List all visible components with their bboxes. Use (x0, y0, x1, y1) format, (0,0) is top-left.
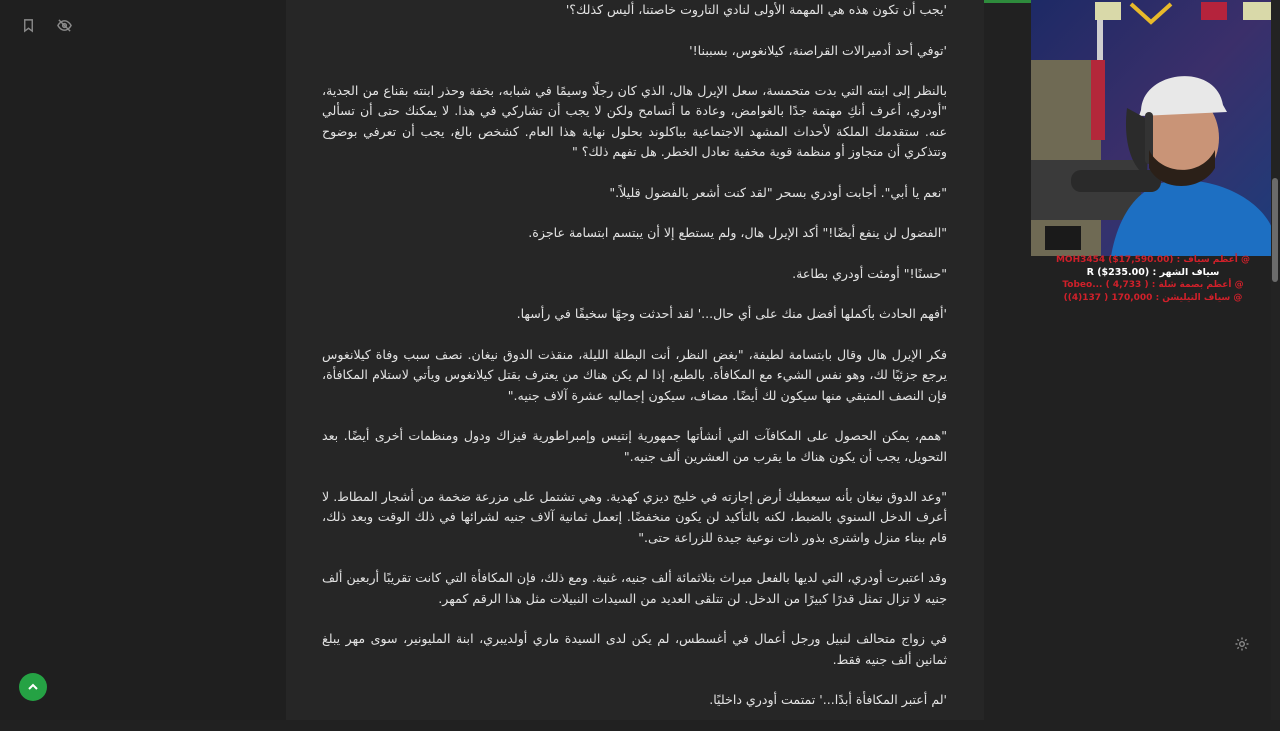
reader-toolbar (14, 12, 78, 38)
webcam-overlay (1031, 0, 1273, 256)
top-supporter-line: @ أعظم بصمة شلة : Tobeo... ( 4,733 ) (1062, 280, 1244, 290)
chevron-up-icon (27, 681, 39, 693)
scroll-to-top-button[interactable] (19, 673, 47, 701)
paragraph: 'لم أعتبر المكافأة أبدًا...' تمتمت أودري داخليًا. (709, 692, 947, 708)
hide-button[interactable] (50, 12, 78, 38)
chapter-text (322, 0, 947, 731)
reader-pane (286, 0, 984, 720)
paragraph: في زواج متحالف لنبيل ورجل أعمال في أغسطس، لم يكن لدى السيدة ماري أولديبري، ابنة المليونير، سوى مهر يبلغ ثمانين ألف جنيه فقط. (322, 631, 947, 667)
paragraph: "حسنًا!" أومئت أودري بطاعة. (792, 265, 947, 281)
paragraph: بالنظر إلى ابنته التي بدت متحمسة، سعل الإيرل هال، الذي كان رجلًا وسيمًا في شبابه، بخفة وحذر ابنته بقناع من الجدية، "أودري، أعرف أنكِ مهتمة جدًا بالغوامض، وعادة ما أتسامح ولكن لا يجب أن تشاركي في هذا. لا يمكنك حتى أن تسألي عنه. ستقدمك الملكة لأحداث المشهد الاجتماعية بباكلوند بحلول نهاية هذا العام. كشخص بالغ، يجب أن تعرفي بوضوح وتتذكري أن متجاوز أو منظمة قوية مخفية تعادل الخطر. هل تفهم ذلك؟ " (322, 83, 947, 160)
left-gutter (0, 0, 286, 720)
paragraph: "نعم يا أبي". أجابت أودري بسحر "لقد كنت أشعر بالفضول قليلاً." (609, 184, 947, 200)
paragraph: "الفضول لن ينفع أيضًا!" أكد الإيرل هال، ولم يستطع إلا أن يبتسم ابتسامة عاجزة. (528, 225, 947, 241)
paragraph: 'أفهم الحادث بأكملها أفضل منك على أي حال...' لقد أحدثت وجهًا سخيفًا في رأسها. (516, 306, 947, 322)
bookmark-icon (21, 18, 36, 33)
top-donor-line: @ أعظم سياف : MOH3454 ($17,590.00) (1055, 255, 1251, 265)
gear-icon (1234, 636, 1250, 652)
scrollbar-thumb[interactable] (1272, 178, 1278, 282)
paragraph: "وعد الدوق نيغان بأنه سيعطيك أرض إجازته في خليج ديزي كهدية. وهي تشتمل على مزرعة ضخمة من أشجار المطاط. لا أعرف الدخل السنوي بالضبط، لكنه بالتأكيد لن يكون منخفضًا. إتعمل ثمانية آلاف جنيه لشرائها في ذلك الوقت وبعد ذلك، قام ببناء منزل واشترى بذور ذات نوعية جيدة للزراعة حتى." (322, 489, 947, 545)
scrollbar[interactable] (1271, 0, 1280, 720)
paragraph: 'يجب أن تكون هذه هي المهمة الأولى لنادي التاروت خاصتنا، أليس كذلك؟' (565, 2, 947, 17)
paragraph: 'توفي أحد أدميرالات القراصنة، كيلانغوس، بسببنا!' (689, 42, 947, 58)
eye-off-icon (57, 18, 72, 33)
supporter-line: @ سياف التيليشن : 170,000 ( 137(4)) (1063, 292, 1243, 303)
monthly-donor-line: سياف الشهر : R ($235.00) (1086, 266, 1220, 278)
paragraph: وقد اعتبرت أودري، التي لديها بالفعل ميراث بثلاثمائة ألف جنيه، غنية. ومع ذلك، فإن المكافأة التي كانت تقريبًا أربعين ألف جنيه لا تزال تمثل قدرًا كبيرًا من الدخل. لن تتلقى العديد من السيدات النبيلات مثل هذا الرقم كمهر. (322, 570, 947, 606)
webcam-picture (1031, 0, 1273, 256)
bookmark-button[interactable] (14, 12, 42, 38)
settings-button[interactable] (1234, 636, 1252, 654)
paragraph: "همم، يمكن الحصول على المكافآت التي أنشأتها جمهورية إنتيس وإمبراطورية فيزاك ودول ومنظمات أخرى أيضًا. بعد التحويل، يجب أن يكون هناك ما يقرب من العشرين ألف جنيه." (322, 428, 947, 464)
stream-donation-overlay (1048, 254, 1258, 304)
paragraph: فكر الإيرل هال وقال بابتسامة لطيفة، "بغض النظر، أنت البطلة الليلة، منقذت الدوق نيغان. نصف سبب وفاة كيلانغوس يرجع جزئيًا لك، وهو نفس الشيء مع المكافأة. بالطبع، إذا لم يكن هناك من يعترف بقتل كيلانغوس ويأتي لاستلام المكافأة، فإن النصف المتبقي منها سيكون لك أيضًا. مضاف، سيكون إجماليه عشرة آلاف جنيه." (322, 347, 947, 403)
